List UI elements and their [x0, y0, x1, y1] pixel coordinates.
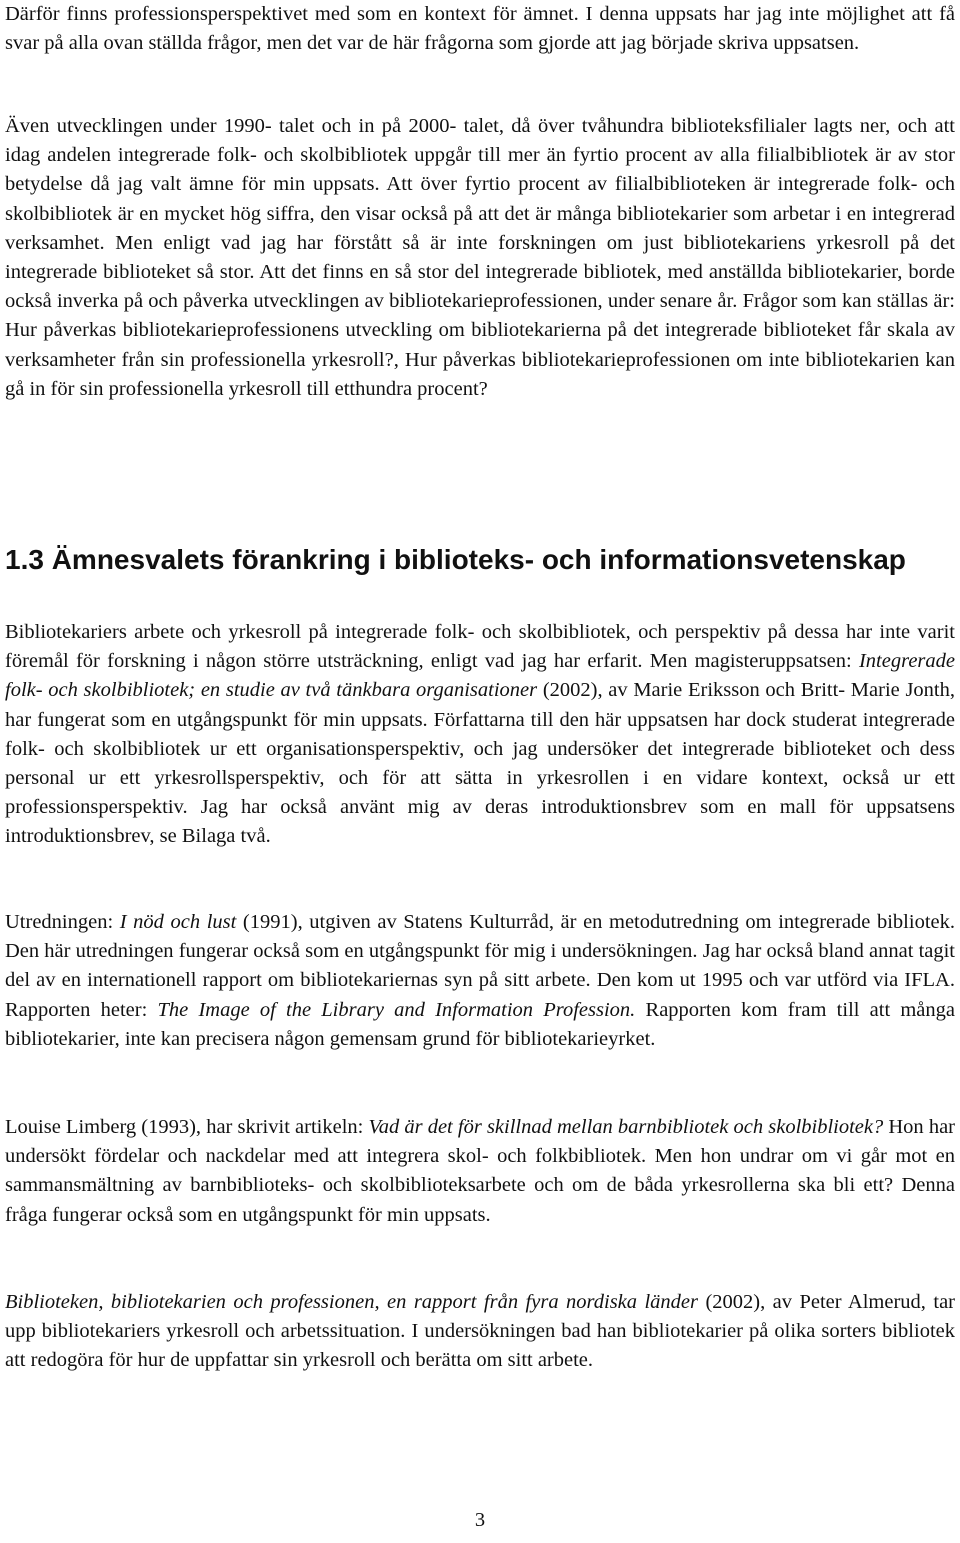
article-title: Vad är det för skillnad mellan barnbibliotek och skolbibliotek? — [368, 1116, 884, 1138]
paragraph-previous-research: Bibliotekariers arbete och yrkesroll på integrerade folk- och skolbibliotek, och perspektiv på dessa har inte varit föremål för forskning i någon större utsträckning, enligt vad jag har erfarit. Men magisteruppsatsen: Integrerade folk- och skolbibliotek; en studie av två tänkbara organisationer (2002), av Marie Eriksson och Britt- Marie Jonth, har fungerat som en utgångspunkt för min uppsats. Författarna till den här uppsatsen har dock studerat integrerade folk- och skolbibliotek ur ett organisationsperspektiv, och jag undersöker det integrerade biblioteket och dess personal ur ett yrkesrollsperspektiv, och för att sätta in yrkesrollen i en vidare kontext, också ur ett professionsperspektiv. Jag har också använt mig av deras introduktionsbrev som en mall för uppsatsens introduktionsbrev, se Bilaga två. — [5, 621, 955, 848]
paragraph-intro-tail: Därför finns professionsperspektivet med som en kontext för ämnet. I denna uppsats har jag inte möjlighet att få svar på alla ovan ställda frågor, men det var de här frågorna som gjorde att jag började skriva uppsatsen. — [5, 3, 955, 55]
document-page — [5, 0, 955, 1543]
section-heading: 1.3 Ämnesvalets förankring i biblioteks- och informationsvetenskap — [5, 544, 906, 575]
page-number: 3 — [474, 1509, 486, 1531]
paragraph-development: Även utvecklingen under 1990- talet och in på 2000- talet, då över tvåhundra biblioteksfilialer lagts ner, och att idag andelen integrerade folk- och skolbibliotek uppgår till mer än fyrtio procent av alla filialbibliotek är av stor betydelse då jag valt ämne för min uppsats. Att över fyrtio procent av filialbiblioteken är integrerade folk- och skolbibliotek är en mycket hög siffra, den visar också på att det är många bibliotekarier som arbetar i en integrerad verksamhet. Men enligt vad jag har förstått så är inte forskningen om just bibliotekariens yrkesroll på det integrerade biblioteket så stor. Att det finns en så stor del integrerade bibliotek, med anställda bibliotekarier, borde också inverka på och påverka utvecklingen av bibliotekarieprofessionen, under senare år. Frågor som kan ställas är: Hur påverkas bibliotekarieprofessionens utveckling om bibliotekarierna på det integrerade biblioteket får skala av verksamheter från sin professionella yrkesroll?, Hur påverkas bibliotekarieprofessionen om inte bibliotekarien kan gå in för sin professionella yrkesroll till etthundra procent? — [5, 115, 955, 400]
report-title: I nöd och lust — [119, 911, 237, 933]
thesis-title: Integrerade folk- och skolbibliotek; en studie av två tänkbara organisationer — [5, 650, 955, 702]
paragraph-limberg: Louise Limberg (1993), har skrivit artikeln: Vad är det för skillnad mellan barnbibliotek och skolbibliotek? Hon har undersökt fördelar och nackdelar med att integrera skol- och folkbibliotek. Men hon undrar om vi går mot en sammansmältning av barnbiblioteks- och skolbiblioteksarbete och om de båda yrkesrollerna ska bli ett? Denna fråga fungerar också som en utgångspunkt för min uppsats. — [5, 1116, 955, 1226]
almerud-report-title: Biblioteken, bibliotekarien och professionen, en rapport från fyra nordiska länder — [5, 1291, 698, 1313]
paragraph-almerud: Biblioteken, bibliotekarien och professionen, en rapport från fyra nordiska länder (2002), av Peter Almerud, tar upp bibliotekariers yrkesroll och arbetssituation. I undersökningen bad han bibliotekarier på olika sorters bibliotek att redogöra för hur de uppfattar sin yrkesroll och berätta om sitt arbete. — [5, 1291, 955, 1372]
ifla-report-title: The Image of the Library and Information Profession. — [157, 998, 636, 1021]
paragraph-investigation: Utredningen: I nöd och lust (1991), utgiven av Statens Kulturråd, är en metodutredning om integrerade bibliotek. Den här utredningen fungerar också som en utgångspunkt för mig i undersökningen. Jag har också bland annat tagit del av en internationell rapport om bibliotekariernas syn på sitt arbete. Den kom ut 1995 och var utförd via IFLA. Rapporten heter: The Image of the Library and Information Profession. Rapporten kom fram till att många bibliotekarier, inte kan precisera någon gemensam grund för bibliotekarieyrket. — [5, 911, 956, 1050]
